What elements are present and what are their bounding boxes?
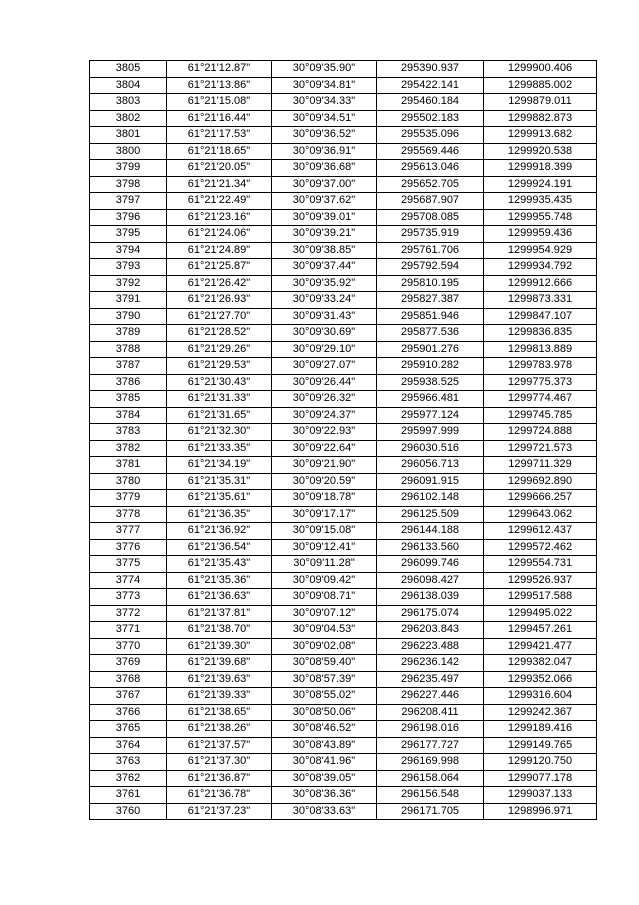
y-coordinate-cell: 1299692.890 [484,473,597,490]
y-coordinate-cell: 1299612.437 [484,523,597,540]
longitude-cell: 30°09'04.53" [272,622,377,639]
y-coordinate-cell: 1299882.873 [484,110,597,127]
point-number-cell: 3795 [90,226,167,243]
table-row [90,638,597,655]
y-coordinate-cell: 1299920.538 [484,143,597,160]
longitude-cell: 30°09'26.44" [272,374,377,391]
longitude-cell: 30°09'38.85" [272,242,377,259]
y-coordinate-cell: 1299721.573 [484,440,597,457]
y-coordinate-cell: 1299495.022 [484,605,597,622]
point-number-cell: 3769 [90,655,167,672]
longitude-cell: 30°09'11.28" [272,556,377,573]
y-coordinate-cell: 1299517.588 [484,589,597,606]
point-number-cell: 3803 [90,94,167,111]
x-coordinate-cell: 296091.915 [377,473,484,490]
latitude-cell: 61°21'29.26" [167,341,272,358]
longitude-cell: 30°09'30.69" [272,325,377,342]
longitude-cell: 30°09'09.42" [272,572,377,589]
x-coordinate-cell: 296138.039 [377,589,484,606]
y-coordinate-cell: 1299873.331 [484,292,597,309]
point-number-cell: 3774 [90,572,167,589]
y-coordinate-cell: 1299774.467 [484,391,597,408]
x-coordinate-cell: 296175.074 [377,605,484,622]
x-coordinate-cell: 295735.919 [377,226,484,243]
latitude-cell: 61°21'35.31" [167,473,272,490]
y-coordinate-cell: 1299242.367 [484,704,597,721]
y-coordinate-cell: 1299836.835 [484,325,597,342]
x-coordinate-cell: 296144.188 [377,523,484,540]
y-coordinate-cell: 1299913.682 [484,127,597,144]
table-row [90,110,597,127]
longitude-cell: 30°08'43.89" [272,737,377,754]
latitude-cell: 61°21'38.65" [167,704,272,721]
latitude-cell: 61°21'36.54" [167,539,272,556]
x-coordinate-cell: 296102.148 [377,490,484,507]
longitude-cell: 30°09'36.52" [272,127,377,144]
latitude-cell: 61°21'23.16" [167,209,272,226]
y-coordinate-cell: 1299421.477 [484,638,597,655]
longitude-cell: 30°09'15.08" [272,523,377,540]
table-row [90,160,597,177]
x-coordinate-cell: 296098.427 [377,572,484,589]
latitude-cell: 61°21'24.06" [167,226,272,243]
longitude-cell: 30°09'18.78" [272,490,377,507]
point-number-cell: 3800 [90,143,167,160]
point-number-cell: 3791 [90,292,167,309]
longitude-cell: 30°09'12.41" [272,539,377,556]
table-row [90,523,597,540]
longitude-cell: 30°09'34.33" [272,94,377,111]
longitude-cell: 30°09'24.37" [272,407,377,424]
y-coordinate-cell: 1299554.731 [484,556,597,573]
table-row [90,325,597,342]
latitude-cell: 61°21'13.86" [167,77,272,94]
longitude-cell: 30°09'39.01" [272,209,377,226]
point-number-cell: 3797 [90,193,167,210]
latitude-cell: 61°21'20.05" [167,160,272,177]
latitude-cell: 61°21'37.57" [167,737,272,754]
x-coordinate-cell: 296198.016 [377,721,484,738]
table-row [90,787,597,804]
y-coordinate-cell: 1299955.748 [484,209,597,226]
y-coordinate-cell: 1299724.888 [484,424,597,441]
longitude-cell: 30°09'37.00" [272,176,377,193]
latitude-cell: 61°21'39.68" [167,655,272,672]
latitude-cell: 61°21'36.35" [167,506,272,523]
latitude-cell: 61°21'27.70" [167,308,272,325]
latitude-cell: 61°21'15.08" [167,94,272,111]
longitude-cell: 30°09'22.93" [272,424,377,441]
table-row [90,605,597,622]
longitude-cell: 30°08'55.02" [272,688,377,705]
point-number-cell: 3784 [90,407,167,424]
longitude-cell: 30°09'35.90" [272,61,377,78]
y-coordinate-cell: 1299959.436 [484,226,597,243]
point-number-cell: 3801 [90,127,167,144]
table-row [90,275,597,292]
table-row [90,358,597,375]
point-number-cell: 3782 [90,440,167,457]
latitude-cell: 61°21'38.70" [167,622,272,639]
point-number-cell: 3770 [90,638,167,655]
table-row [90,572,597,589]
table-row [90,424,597,441]
y-coordinate-cell: 1299149.765 [484,737,597,754]
y-coordinate-cell: 1299572.462 [484,539,597,556]
longitude-cell: 30°09'35.92" [272,275,377,292]
point-number-cell: 3772 [90,605,167,622]
y-coordinate-cell: 1299526.937 [484,572,597,589]
latitude-cell: 61°21'32.30" [167,424,272,441]
y-coordinate-cell: 1299352.066 [484,671,597,688]
x-coordinate-cell: 295910.282 [377,358,484,375]
x-coordinate-cell: 296227.446 [377,688,484,705]
latitude-cell: 61°21'17.53" [167,127,272,144]
x-coordinate-cell: 296133.560 [377,539,484,556]
x-coordinate-cell: 295966.481 [377,391,484,408]
x-coordinate-cell: 296235.497 [377,671,484,688]
latitude-cell: 61°21'28.52" [167,325,272,342]
point-number-cell: 3760 [90,803,167,820]
longitude-cell: 30°09'33.24" [272,292,377,309]
y-coordinate-cell: 1299382.047 [484,655,597,672]
latitude-cell: 61°21'39.30" [167,638,272,655]
table-row [90,374,597,391]
longitude-cell: 30°09'31.43" [272,308,377,325]
x-coordinate-cell: 296208.411 [377,704,484,721]
y-coordinate-cell: 1299643.062 [484,506,597,523]
table-row [90,391,597,408]
latitude-cell: 61°21'36.63" [167,589,272,606]
point-number-cell: 3805 [90,61,167,78]
longitude-cell: 30°09'39.21" [272,226,377,243]
latitude-cell: 61°21'21.34" [167,176,272,193]
point-number-cell: 3779 [90,490,167,507]
coordinates-table [89,60,597,820]
point-number-cell: 3790 [90,308,167,325]
longitude-cell: 30°09'20.59" [272,473,377,490]
latitude-cell: 61°21'25.87" [167,259,272,276]
longitude-cell: 30°09'27.07" [272,358,377,375]
table-row [90,308,597,325]
point-number-cell: 3785 [90,391,167,408]
latitude-cell: 61°21'26.93" [167,292,272,309]
table-row [90,754,597,771]
table-row [90,655,597,672]
table-row [90,94,597,111]
latitude-cell: 61°21'36.92" [167,523,272,540]
point-number-cell: 3793 [90,259,167,276]
y-coordinate-cell: 1299924.191 [484,176,597,193]
x-coordinate-cell: 295535.096 [377,127,484,144]
table-row [90,341,597,358]
latitude-cell: 61°21'36.78" [167,787,272,804]
y-coordinate-cell: 1299879.011 [484,94,597,111]
point-number-cell: 3798 [90,176,167,193]
point-number-cell: 3777 [90,523,167,540]
table-row [90,292,597,309]
point-number-cell: 3771 [90,622,167,639]
x-coordinate-cell: 295810.195 [377,275,484,292]
table-row [90,209,597,226]
longitude-cell: 30°08'33.63" [272,803,377,820]
y-coordinate-cell: 1299912.666 [484,275,597,292]
longitude-cell: 30°09'22.64" [272,440,377,457]
y-coordinate-cell: 1299457.261 [484,622,597,639]
y-coordinate-cell: 1299885.002 [484,77,597,94]
x-coordinate-cell: 296236.142 [377,655,484,672]
point-number-cell: 3778 [90,506,167,523]
table-row [90,77,597,94]
point-number-cell: 3796 [90,209,167,226]
point-number-cell: 3787 [90,358,167,375]
point-number-cell: 3773 [90,589,167,606]
table-row [90,803,597,820]
latitude-cell: 61°21'34.19" [167,457,272,474]
latitude-cell: 61°21'31.65" [167,407,272,424]
point-number-cell: 3767 [90,688,167,705]
point-number-cell: 3761 [90,787,167,804]
table-row [90,622,597,639]
x-coordinate-cell: 296125.509 [377,506,484,523]
table-row [90,457,597,474]
table-row [90,193,597,210]
latitude-cell: 61°21'33.35" [167,440,272,457]
y-coordinate-cell: 1299775.373 [484,374,597,391]
latitude-cell: 61°21'39.33" [167,688,272,705]
x-coordinate-cell: 296099.746 [377,556,484,573]
point-number-cell: 3788 [90,341,167,358]
table-row [90,407,597,424]
table-row [90,61,597,78]
y-coordinate-cell: 1299077.178 [484,770,597,787]
longitude-cell: 30°08'36.36" [272,787,377,804]
x-coordinate-cell: 295613.046 [377,160,484,177]
longitude-cell: 30°09'37.62" [272,193,377,210]
table-row [90,671,597,688]
point-number-cell: 3802 [90,110,167,127]
longitude-cell: 30°09'34.81" [272,77,377,94]
table-row [90,176,597,193]
table-row [90,688,597,705]
point-number-cell: 3799 [90,160,167,177]
x-coordinate-cell: 296203.843 [377,622,484,639]
x-coordinate-cell: 295652.705 [377,176,484,193]
point-number-cell: 3776 [90,539,167,556]
x-coordinate-cell: 295502.183 [377,110,484,127]
latitude-cell: 61°21'35.61" [167,490,272,507]
x-coordinate-cell: 296156.548 [377,787,484,804]
longitude-cell: 30°08'50.06" [272,704,377,721]
x-coordinate-cell: 296030.516 [377,440,484,457]
x-coordinate-cell: 295460.184 [377,94,484,111]
point-number-cell: 3781 [90,457,167,474]
latitude-cell: 61°21'22.49" [167,193,272,210]
table-row [90,704,597,721]
y-coordinate-cell: 1299037.133 [484,787,597,804]
point-number-cell: 3804 [90,77,167,94]
latitude-cell: 61°21'37.30" [167,754,272,771]
x-coordinate-cell: 295390.937 [377,61,484,78]
x-coordinate-cell: 295569.446 [377,143,484,160]
x-coordinate-cell: 295997.999 [377,424,484,441]
point-number-cell: 3794 [90,242,167,259]
table-row [90,589,597,606]
point-number-cell: 3768 [90,671,167,688]
latitude-cell: 61°21'30.43" [167,374,272,391]
x-coordinate-cell: 295708.085 [377,209,484,226]
point-number-cell: 3789 [90,325,167,342]
y-coordinate-cell: 1299935.435 [484,193,597,210]
coordinates-table-body [90,61,597,820]
point-number-cell: 3766 [90,704,167,721]
longitude-cell: 30°08'57.39" [272,671,377,688]
table-row [90,539,597,556]
table-row [90,490,597,507]
y-coordinate-cell: 1299847.107 [484,308,597,325]
latitude-cell: 61°21'24.89" [167,242,272,259]
latitude-cell: 61°21'26.42" [167,275,272,292]
x-coordinate-cell: 295761.706 [377,242,484,259]
longitude-cell: 30°09'08.71" [272,589,377,606]
point-number-cell: 3780 [90,473,167,490]
longitude-cell: 30°09'37.44" [272,259,377,276]
point-number-cell: 3763 [90,754,167,771]
latitude-cell: 61°21'35.36" [167,572,272,589]
longitude-cell: 30°08'46.52" [272,721,377,738]
latitude-cell: 61°21'31.33" [167,391,272,408]
y-coordinate-cell: 1299316.604 [484,688,597,705]
x-coordinate-cell: 296177.727 [377,737,484,754]
point-number-cell: 3792 [90,275,167,292]
longitude-cell: 30°08'41.96" [272,754,377,771]
table-row [90,556,597,573]
x-coordinate-cell: 296223.488 [377,638,484,655]
x-coordinate-cell: 295851.946 [377,308,484,325]
latitude-cell: 61°21'18.65" [167,143,272,160]
x-coordinate-cell: 296056.713 [377,457,484,474]
latitude-cell: 61°21'37.23" [167,803,272,820]
y-coordinate-cell: 1299189.416 [484,721,597,738]
x-coordinate-cell: 295877.536 [377,325,484,342]
table-row [90,506,597,523]
table-row [90,226,597,243]
longitude-cell: 30°09'21.90" [272,457,377,474]
x-coordinate-cell: 296169.998 [377,754,484,771]
point-number-cell: 3762 [90,770,167,787]
y-coordinate-cell: 1299666.257 [484,490,597,507]
x-coordinate-cell: 295938.525 [377,374,484,391]
point-number-cell: 3765 [90,721,167,738]
table-row [90,242,597,259]
y-coordinate-cell: 1299900.406 [484,61,597,78]
latitude-cell: 61°21'29.53" [167,358,272,375]
latitude-cell: 61°21'38.26" [167,721,272,738]
y-coordinate-cell: 1298996.971 [484,803,597,820]
x-coordinate-cell: 296158.064 [377,770,484,787]
table-row [90,259,597,276]
longitude-cell: 30°09'02.08" [272,638,377,655]
longitude-cell: 30°09'34.51" [272,110,377,127]
longitude-cell: 30°09'36.68" [272,160,377,177]
latitude-cell: 61°21'39.63" [167,671,272,688]
point-number-cell: 3764 [90,737,167,754]
table-row [90,440,597,457]
y-coordinate-cell: 1299954.929 [484,242,597,259]
latitude-cell: 61°21'12.87" [167,61,272,78]
point-number-cell: 3783 [90,424,167,441]
table-row [90,127,597,144]
y-coordinate-cell: 1299783.978 [484,358,597,375]
y-coordinate-cell: 1299711.329 [484,457,597,474]
table-row [90,737,597,754]
point-number-cell: 3775 [90,556,167,573]
y-coordinate-cell: 1299918.399 [484,160,597,177]
longitude-cell: 30°09'26.32" [272,391,377,408]
longitude-cell: 30°09'17.17" [272,506,377,523]
x-coordinate-cell: 295901.276 [377,341,484,358]
table-row [90,473,597,490]
x-coordinate-cell: 295827.387 [377,292,484,309]
y-coordinate-cell: 1299813.889 [484,341,597,358]
point-number-cell: 3786 [90,374,167,391]
longitude-cell: 30°09'36.91" [272,143,377,160]
latitude-cell: 61°21'37.81" [167,605,272,622]
table-row [90,143,597,160]
x-coordinate-cell: 296171.705 [377,803,484,820]
x-coordinate-cell: 295422.141 [377,77,484,94]
x-coordinate-cell: 295977.124 [377,407,484,424]
longitude-cell: 30°08'59.40" [272,655,377,672]
x-coordinate-cell: 295792.594 [377,259,484,276]
y-coordinate-cell: 1299934.792 [484,259,597,276]
longitude-cell: 30°09'29.10" [272,341,377,358]
longitude-cell: 30°09'07.12" [272,605,377,622]
latitude-cell: 61°21'35.43" [167,556,272,573]
longitude-cell: 30°08'39.05" [272,770,377,787]
x-coordinate-cell: 295687.907 [377,193,484,210]
table-row [90,721,597,738]
y-coordinate-cell: 1299120.750 [484,754,597,771]
latitude-cell: 61°21'36.87" [167,770,272,787]
y-coordinate-cell: 1299745.785 [484,407,597,424]
latitude-cell: 61°21'16.44" [167,110,272,127]
table-row [90,770,597,787]
